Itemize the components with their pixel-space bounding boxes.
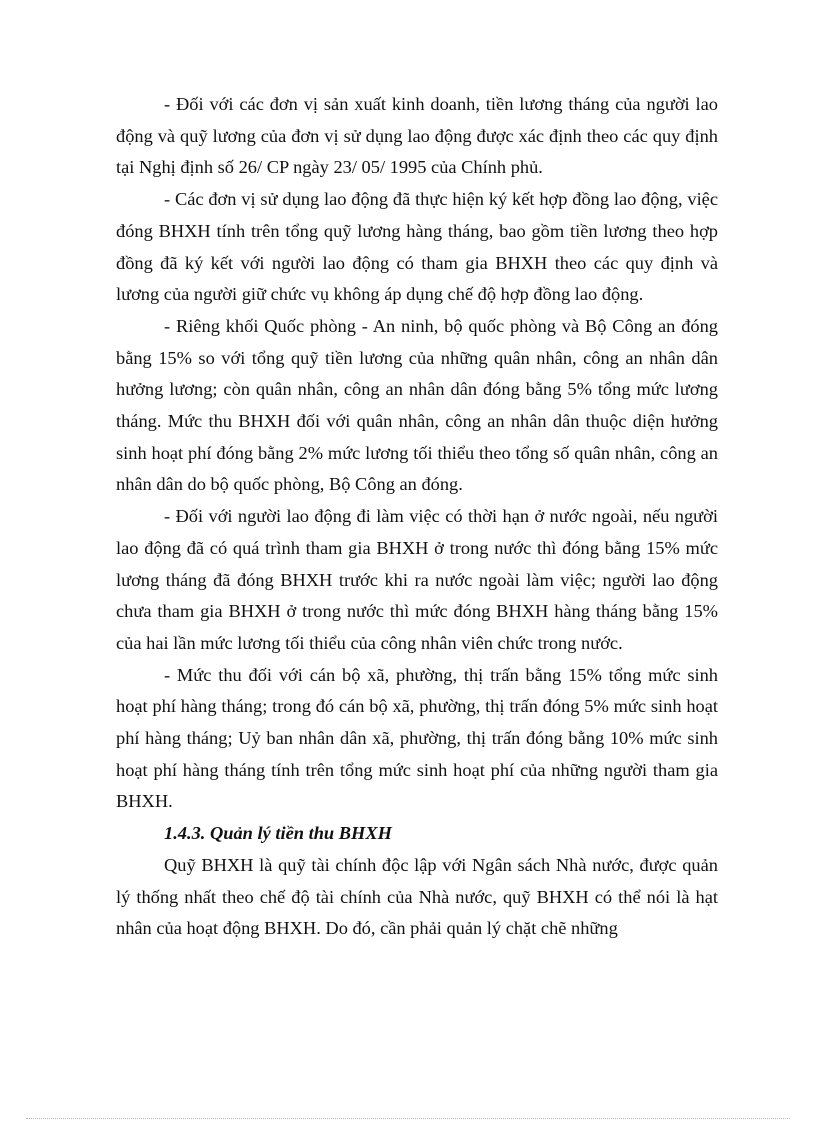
section-heading: 1.4.3. Quản lý tiền thu BHXH [164,823,392,844]
footer-divider [26,1118,790,1119]
paragraph-defense-security: - Riêng khối Quốc phòng - An ninh, bộ quốc phòng và Bộ Công an đóng bằng 15% so với tổng quỹ tiền lương của những quân nhân, công an nhân dân hưởng lương; còn quân nhân, công an nhân dân đóng bằng 5% tổng mức lương tháng. Mức thu BHXH đối với quân nhân, công an nhân dân thuộc diện hưởng sinh hoạt phí đóng bằng 2% mức lương tối thiểu theo tổng số quân nhân, công an nhân dân do bộ quốc phòng, Bộ Công an đóng. [116,315,718,495]
paragraph-labor-contracts: - Các đơn vị sử dụng lao động đã thực hiện ký kết hợp đồng lao động, việc đóng BHXH tính trên tổng quỹ lương hàng tháng, bao gồm tiền lương theo hợp đồng đã ký kết với người lao động có tham gia BHXH theo các quy định và lương của người giữ chức vụ không áp dụng chế độ hợp đồng lao động. [116,189,718,305]
paragraph-production-units: - Đối với các đơn vị sản xuất kinh doanh, tiền lương tháng của người lao động và quỹ lương của đơn vị sử dụng lao động được xác định theo các quy định tại Nghị định số 26/ CP ngày 23/ 05/ 1995 của Chính phủ. [116,94,718,178]
document-body [116,89,718,945]
paragraph-overseas-workers: - Đối với người lao động đi làm việc có thời hạn ở nước ngoài, nếu người lao động đã có quá trình tham gia BHXH ở trong nước thì đóng bằng 15% mức lương tháng đã đóng BHXH trước khi ra nước ngoài làm việc; người lao động chưa tham gia BHXH ở trong nước thì mức đóng BHXH hàng tháng bằng 15% của hai lần mức lương tối thiểu của công nhân viên chức trong nước. [116,506,718,653]
paragraph-commune-officials: - Mức thu đối với cán bộ xã, phường, thị trấn bằng 15% tổng mức sinh hoạt phí hàng tháng; trong đó cán bộ xã, phường, thị trấn đóng 5% mức sinh hoạt phí hàng tháng; Uỷ ban nhân dân xã, phường, thị trấn đóng bằng 10% mức sinh hoạt phí hàng tháng tính trên tổng mức sinh hoạt phí của những người tham gia BHXH. [116,664,718,812]
paragraph-fund-management: Quỹ BHXH là quỹ tài chính độc lập với Ngân sách Nhà nước, được quản lý thống nhất theo chế độ tài chính của Nhà nước, quỹ BHXH có thể nói là hạt nhân của hoạt động BHXH. Do đó, cần phải quản lý chặt chẽ những [116,854,718,939]
